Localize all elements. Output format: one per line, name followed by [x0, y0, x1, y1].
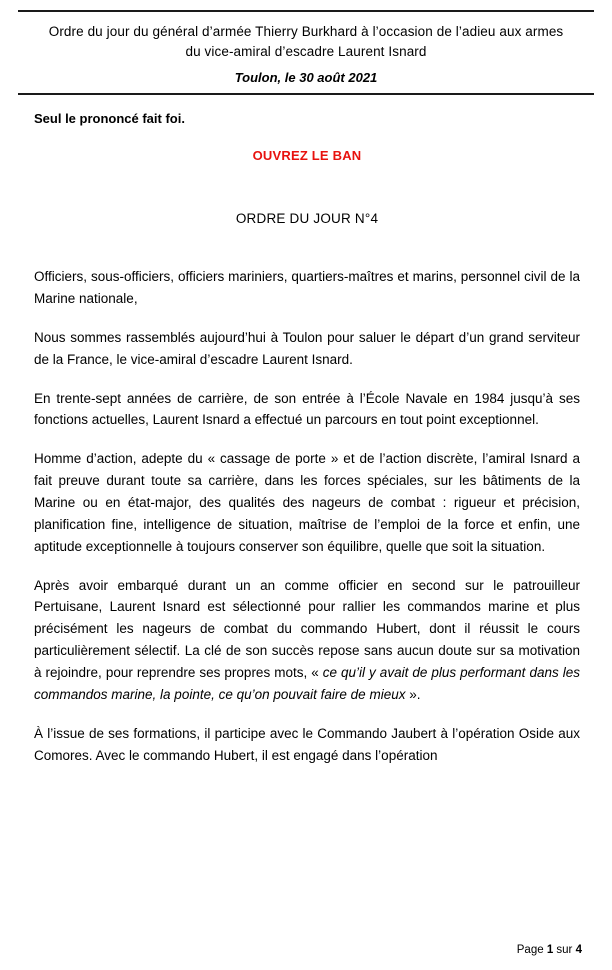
paragraph-with-quote [34, 575, 580, 706]
paragraph: En trente-sept années de carrière, de son entrée à l’École Navale en 1984 jusqu’à ses fonctions actuelles, Laurent Isnard a effectué un parcours en tout point exceptionnel. [34, 390, 580, 428]
paragraph: Nous sommes rassemblés aujourd’hui à Toulon pour saluer le départ d’un grand serviteur de la France, le vice-amiral d’escadre Laurent Isnard. [34, 329, 580, 367]
ban-call: OUVREZ LE BAN [252, 148, 362, 164]
header-date: Toulon, le 30 août 2021 [234, 70, 378, 86]
order-number: ORDRE DU JOUR N°4 [235, 211, 379, 227]
document-header [18, 10, 594, 95]
page-title: Ordre du jour du général d’armée Thierry Burkhard à l’occasion de l’adieu aux armes du vice-amiral d’escadre Laurent Isnard [48, 24, 564, 59]
paragraph: Homme d’action, adepte du « cassage de porte » et de l’action discrète, l’amiral Isnard a fait preuve durant toute sa carrière, dans les forces spéciales, sur les bâtiments de la Marine ou en état-major, des qualités des nageurs de combat : rigueur et précision, planification fine, intelligence de situation, maîtrise de l’emploi de la force et enfin, une aptitude exceptionnelle à toujours conserver son équilibre, quelle que soit la situation. [34, 451, 580, 554]
quote-lead: Après avoir embarqué durant un an comme officier en second sur le patrouilleur Pertuisane, Laurent Isnard est sélectionné pour rallier les commandos marine et plus précisément les nageurs de combat du commando Hubert, dont il réussit le cours particulièrement sélectif. La clé de son succès repose sans aucun doute sur sa motivation à rejoindre, pour reprendre ses propres mots, « [34, 577, 580, 681]
disclaimer-notice: Seul le prononcé fait foi. [34, 111, 185, 127]
document-body [18, 111, 594, 766]
document-page [0, 10, 612, 970]
footer-middle: sur [553, 944, 576, 956]
footer-prefix: Page [516, 944, 547, 956]
page-footer [517, 944, 582, 956]
quote-tail: ». [405, 686, 421, 702]
paragraph: À l’issue de ses formations, il participe avec le Commando Jaubert à l’opération Oside aux Comores. Avec le commando Hubert, il est engagé dans l’opération [34, 725, 580, 763]
paragraph: Officiers, sous-officiers, officiers mariniers, quartiers-maîtres et marins, personnel civil de la Marine nationale, [34, 269, 580, 306]
footer-total-pages: 4 [575, 944, 582, 956]
inline-quote: ce qu’il y avait de plus performant dans les commandos marine, la pointe, ce qu’on pouvait faire de mieux [34, 665, 580, 702]
footer-current-page: 1 [546, 944, 554, 956]
